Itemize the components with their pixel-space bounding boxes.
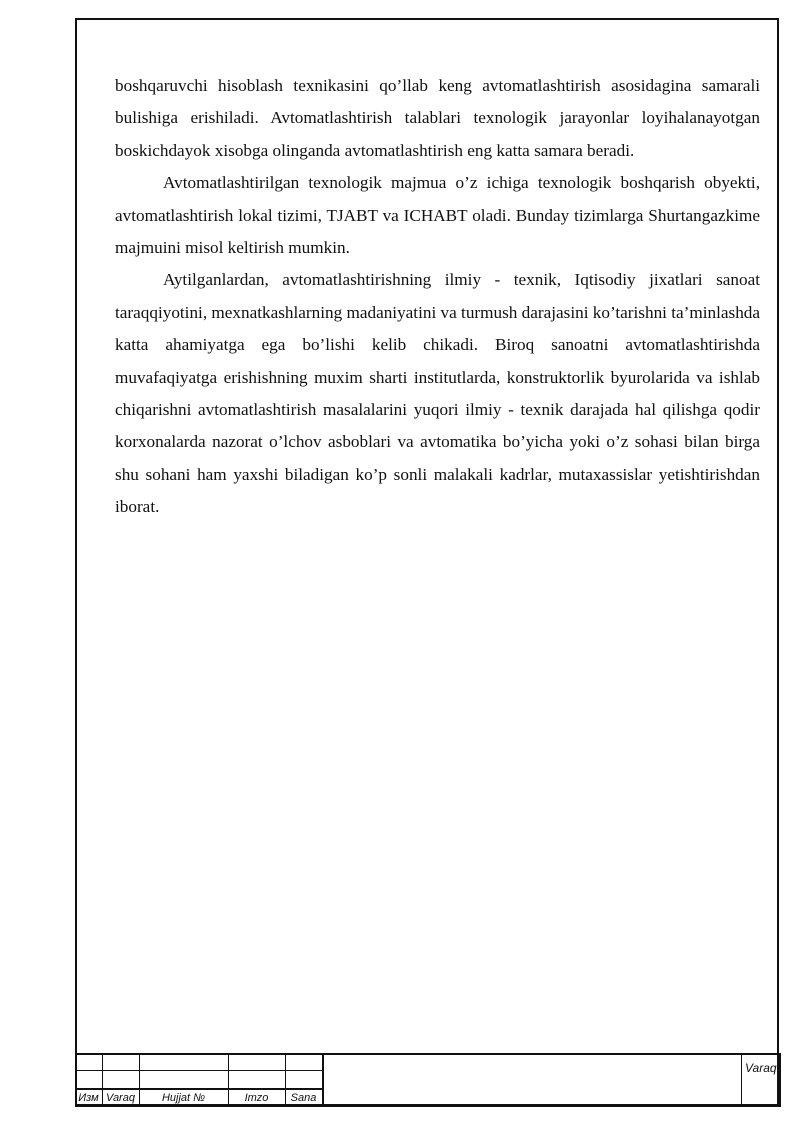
stamp-col-sana: Sana xyxy=(290,1092,317,1104)
stamp-col-hujjat: Hujjat № xyxy=(161,1092,206,1104)
stamp-sheet-label: Varaq xyxy=(745,1061,777,1075)
paragraph-3: Aytilganlardan, avtomatlashtirishning ilmiy - texnik, Iqtisodiy jixatlari sanoat taraqqiyotini, mexnatkashlarning madaniyatini va turmush darajasini ko’tarishni ta’minlashda katta ahamiyatga ega bo’lishi kelib chikadi. Biroq sanoatni avtomatlashtirishda muvafaqiyatga erishishning muxim sharti institutlarda, konstruktorlik byurolarida va ishlab chiqarishni avtomatlashtirish masalalarini yuqori ilmiy - texnik darajada hal qilishga qodir korxonalarda nazorat o’lchov asboblari va avtomatika bo’yicha yoki o’z sohasi bilan birga shu sohani ham yaxshi biladigan ko’p sonli malakali kadrlar, mutaxassislar yetishtirishdan iborat. xyxy=(115,270,761,517)
stamp-col-varaq: Varaq xyxy=(106,1092,135,1104)
paragraph-2: Avtomatlashtirilgan texnologik majmua o’z ichiga texnologik boshqarish obyekti, avtomatlashtirish lokal tizimi, TJABT va ICHABT oladi. Bunday tizimlarga Shurtangazkime majmuini misol keltirish mumkin. xyxy=(115,173,760,258)
paragraph-1: boshqaruvchi hisoblash texnikasini qo’llab keng avtomatlashtirish asosidagina samarali bulishiga erishiladi. Avtomatlashtirish talablari texnologik jarayonlar loyihalanayotgan boskichdayok xisobga olinganda avtomatlashtirish eng katta samara beradi. xyxy=(115,76,760,160)
stamp-col-izm: Изм xyxy=(78,1092,99,1104)
stamp-col-imzo: Imzo xyxy=(244,1092,269,1104)
document-body xyxy=(115,70,760,524)
title-block xyxy=(75,1053,781,1106)
